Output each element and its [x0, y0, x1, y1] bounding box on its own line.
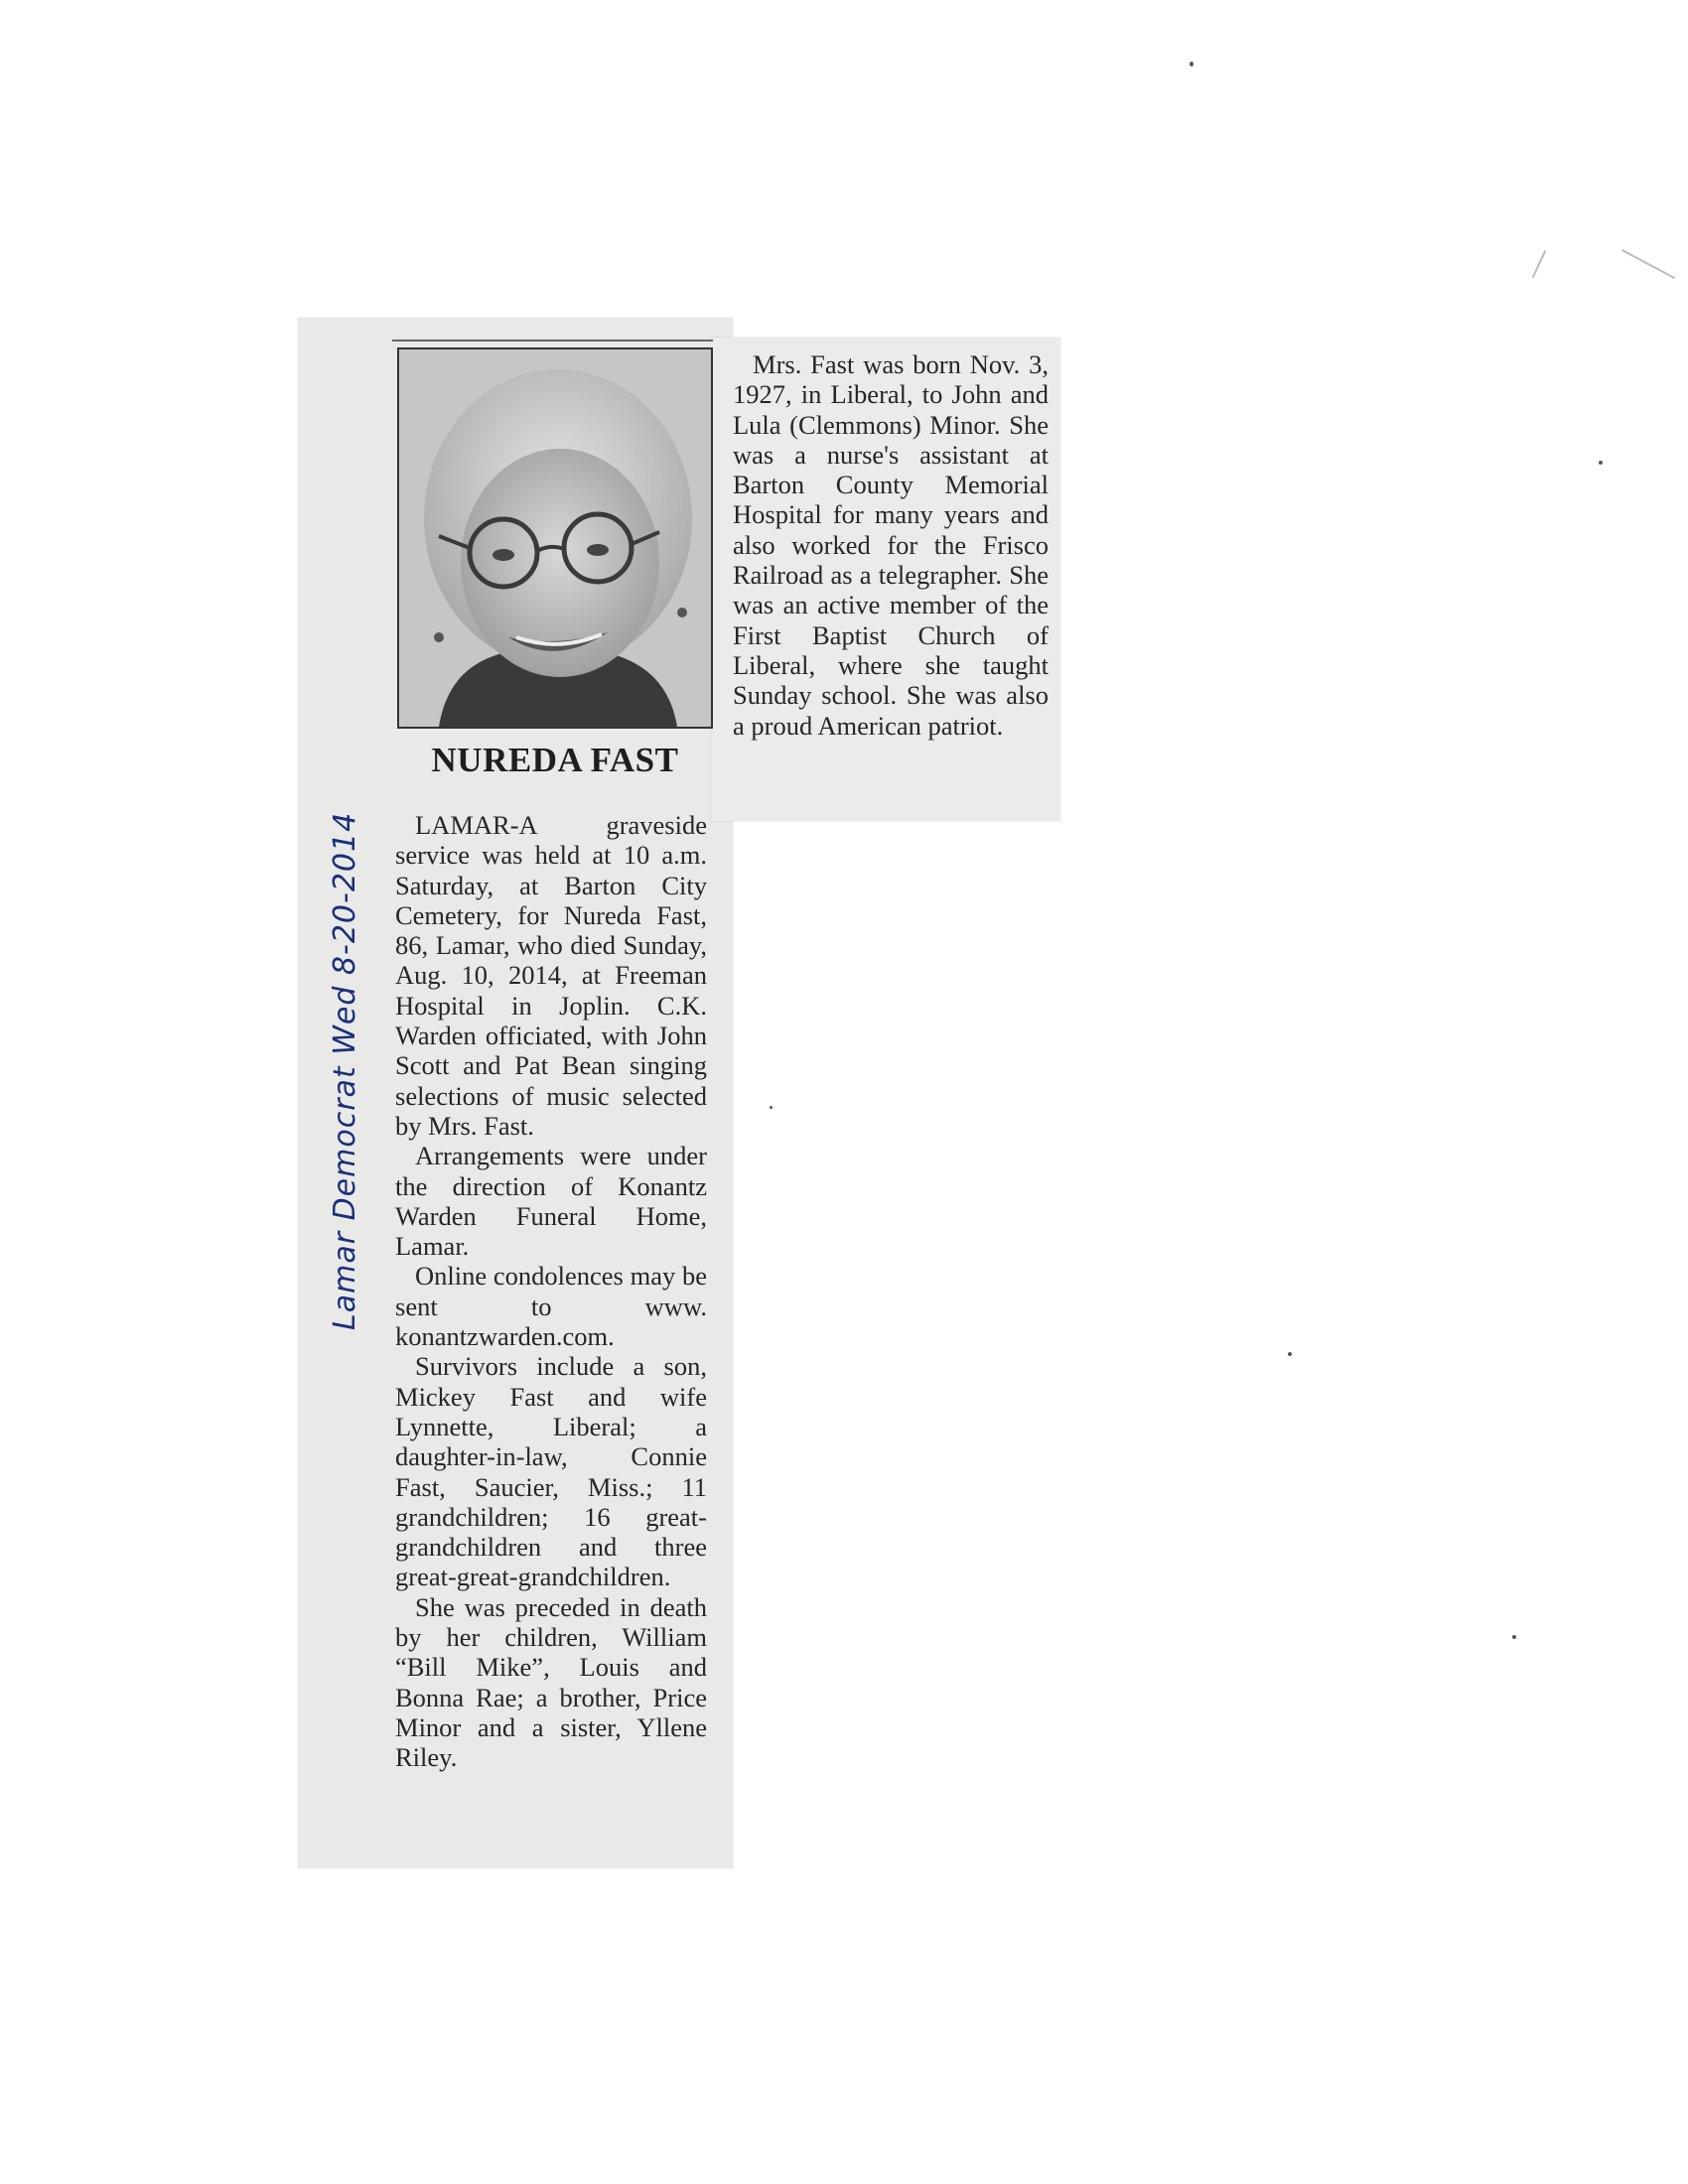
paragraph-arrangements: Arrangements were under the direction of Konantz Warden Funeral Home, Lamar. — [395, 1141, 707, 1262]
scan-scratch — [1532, 250, 1546, 278]
scan-scratch — [1621, 249, 1675, 279]
paragraph-survivors: Survivors include a son, Mickey Fast and wife Lynnette, Liberal; a daughter-in-law, Connie Fast, Saucier, Miss.; 11 grandchildren; 16 great-grandchildren and three great-great-grandchildren. — [395, 1351, 707, 1592]
handwritten-source-note: Lamar Democrat Wed 8-20-2014 — [328, 811, 362, 1330]
scan-speck — [1288, 1352, 1292, 1356]
obituary-name-headline: NUREDA FAST — [431, 741, 679, 779]
obituary-column-left — [395, 810, 707, 1773]
scan-speck — [1512, 1635, 1516, 1639]
paragraph-service: LAMAR-A graveside service was held at 10 a.m. Saturday, at Barton City Cemetery, for Nureda Fast, 86, Lamar, who died Sunday, Aug. 10, 2014, at Freeman Hospital in Joplin. C.K. Warden officiated, with John Scott and Pat Bean singing selections of music selected by Mrs. Fast. — [395, 810, 707, 1141]
paragraph-preceded: She was preceded in death by her children, William “Bill Mike”, Louis and Bonna Rae; a brother, Price Minor and a sister, Yllene Riley. — [395, 1591, 707, 1773]
paragraph-condolences: Online condolences may be sent to www. konantzwarden.com. — [395, 1261, 707, 1352]
column-rule — [392, 340, 713, 341]
portrait-photo-icon — [397, 347, 713, 729]
scan-speck — [770, 1106, 773, 1109]
scan-speck — [1599, 461, 1603, 465]
paragraph-biography: Mrs. Fast was born Nov. 3, 1927, in Liberal, to John and Lula (Clemmons) Minor. She was a nurse's assistant at Barton County Memorial Hospital for many years and also worked for the Frisco Railroad as a telegrapher. She was an active member of the First Baptist Church of Liberal, where she taught Sunday school. She was also a proud American patriot. — [733, 349, 1049, 741]
scan-speck — [1190, 62, 1194, 67]
obituary-column-right — [733, 349, 1049, 741]
